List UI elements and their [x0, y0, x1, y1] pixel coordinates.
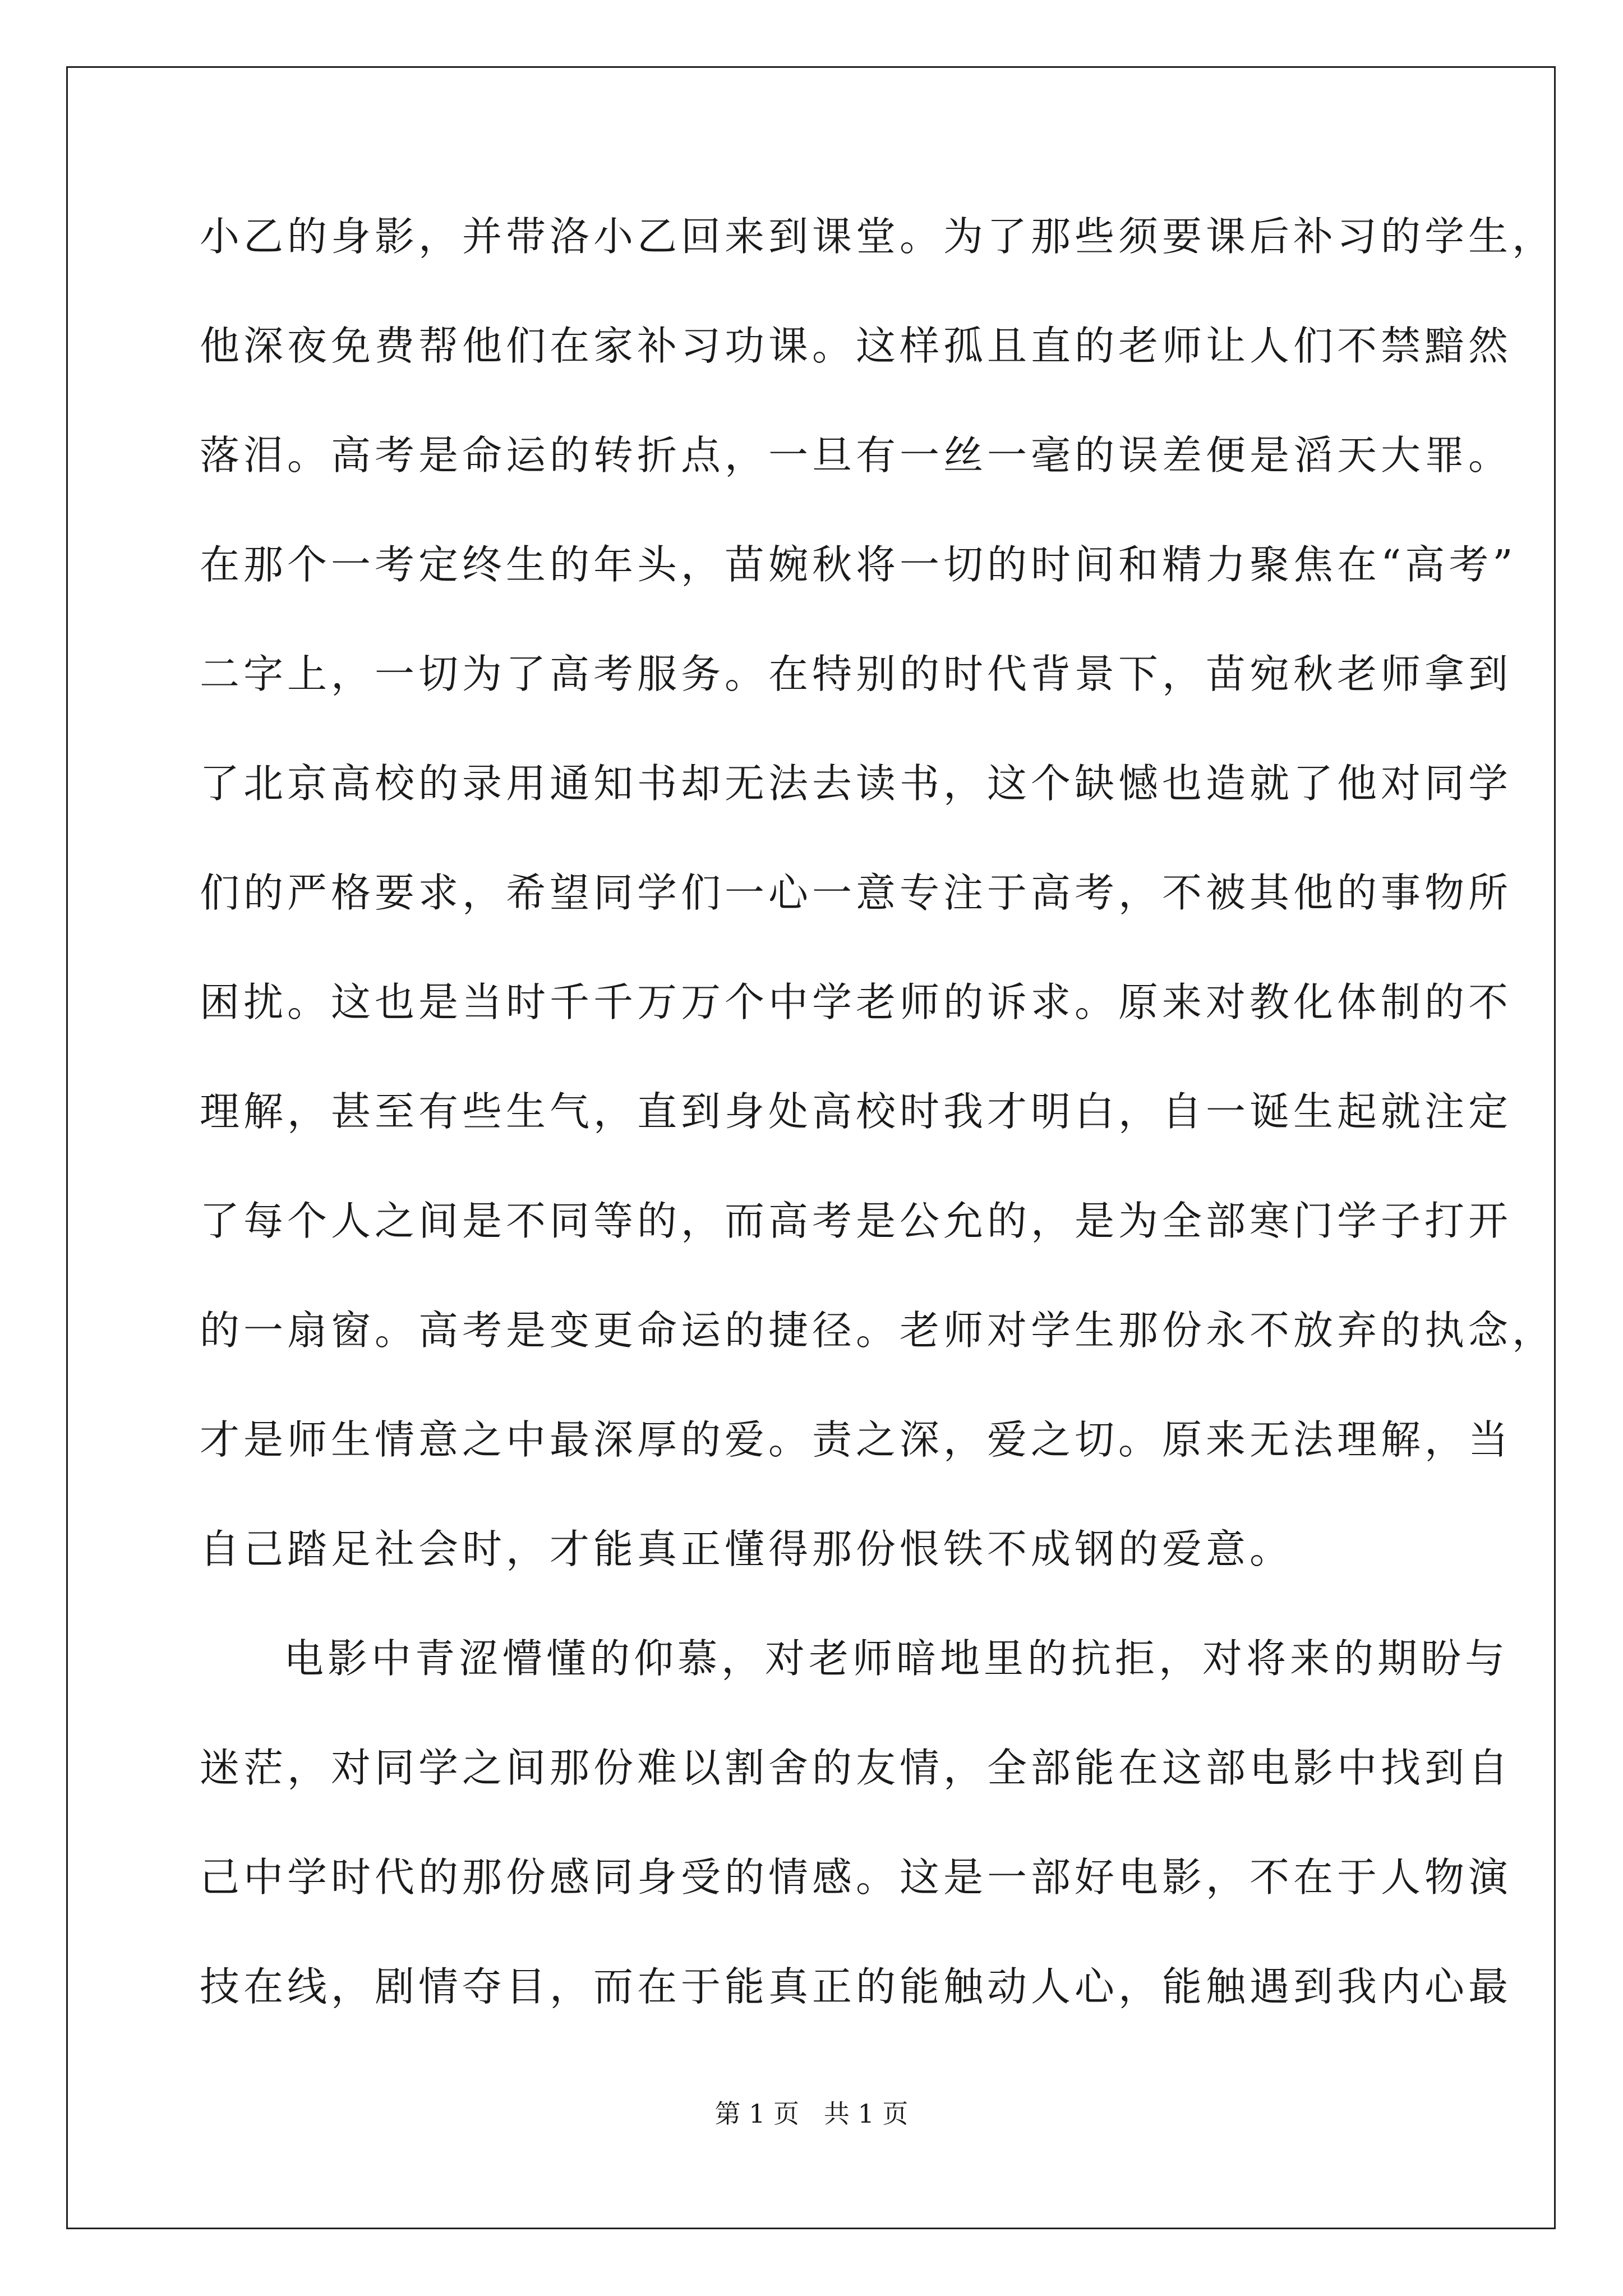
text-line-15: 迷茫，对同学之间那份难以割舍的友情，全部能在这部电影中找到自 [200, 1745, 1513, 1791]
text-line-1: 小乙的身影，并带洛小乙回来到课堂。为了那些须要课后补习的学生， [200, 213, 1556, 260]
text-line-16: 己中学时代的那份感同身受的情感。这是一部好电影，不在于人物演 [200, 1854, 1513, 1901]
body-text [200, 203, 1556, 2063]
page-footer: 第 1 页 共 1 页 [714, 2099, 909, 2129]
text-line-17: 技在线，剧情夺目，而在于能真正的能触动人心，能触遇到我内心最 [200, 1963, 1513, 2010]
text-line-14: 电影中青涩懵懂的仰慕，对老师暗地里的抗拒，对将来的期盼与 [284, 1635, 1509, 1682]
text-line-5: 二字上，一切为了高考服务。在特别的时代背景下，苗宛秋老师拿到 [200, 651, 1513, 697]
text-line-11: 的一扇窗。高考是变更命运的捷径。老师对学生那份永不放弃的执念， [200, 1307, 1556, 1354]
text-line-4: 在那个一考定终生的年头，苗婉秋将一切的时间和精力聚焦在“高考” [200, 541, 1517, 588]
text-line-13: 自己踏足社会时，才能真正懂得那份恨铁不成钢的爱意。 [200, 1526, 1294, 1572]
text-line-12: 才是师生情意之中最深厚的爱。责之深，爱之切。原来无法理解，当 [200, 1416, 1513, 1463]
text-line-2: 他深夜免费帮他们在家补习功课。这样孤且直的老师让人们不禁黯然 [200, 323, 1513, 369]
text-line-6: 了北京高校的录用通知书却无法去读书，这个缺憾也造就了他对同学 [200, 760, 1513, 807]
text-line-9: 理解，甚至有些生气，直到身处高校时我才明白，自一诞生起就注定 [200, 1088, 1513, 1135]
text-line-3: 落泪。高考是命运的转折点，一旦有一丝一毫的误差便是滔天大罪。 [200, 432, 1513, 478]
text-line-10: 了每个人之间是不同等的，而高考是公允的，是为全部寒门学子打开 [200, 1198, 1513, 1244]
text-line-7: 们的严格要求，希望同学们一心一意专注于高考，不被其他的事物所 [200, 869, 1513, 916]
text-line-8: 困扰。这也是当时千千万万个中学老师的诉求。原来对教化体制的不 [200, 979, 1513, 1025]
